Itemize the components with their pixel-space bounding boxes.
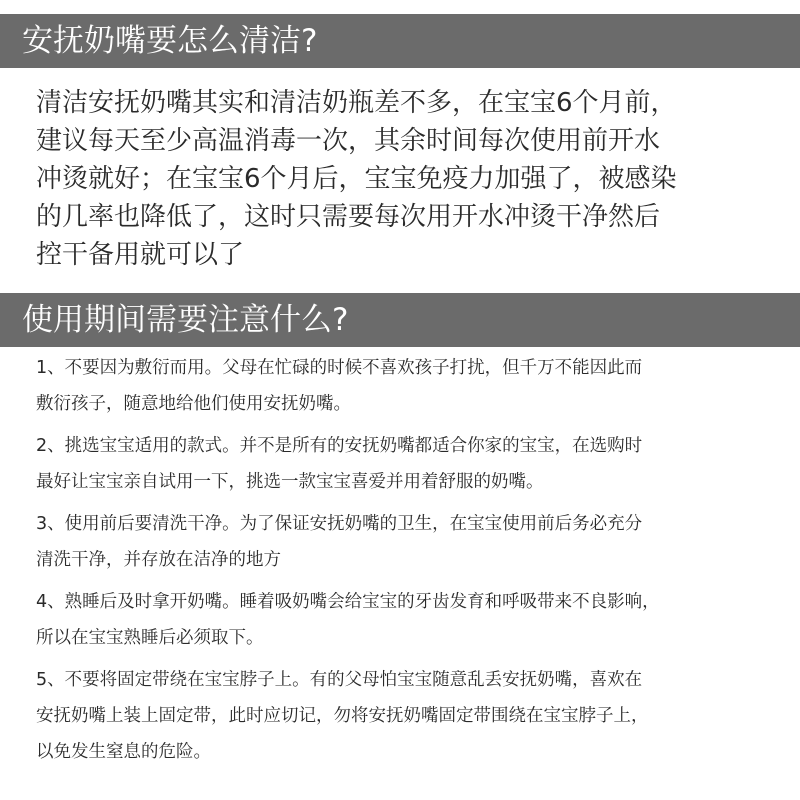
- list-item-line: 5、不要将固定带绕在宝宝脖子上。有的父母怕宝宝随意乱丢安抚奶嘴，喜欢在: [36, 670, 643, 690]
- list-item-line: 1、不要因为敷衍而用。父母在忙碌的时候不喜欢孩子打扰，但千万不能因此而: [36, 358, 643, 378]
- list-item: [36, 584, 776, 656]
- precautions-list: [36, 350, 776, 776]
- list-item: [36, 350, 776, 422]
- paragraph-line: 建议每天至少高温消毒一次，其余时间每次使用前开水: [36, 126, 661, 156]
- paragraph-line: 冲烫就好；在宝宝6个月后，宝宝免疫力加强了，被感染: [36, 164, 677, 194]
- list-item-line: 敷衍孩子，随意地给他们使用安抚奶嘴。: [36, 394, 351, 414]
- list-item-line: 以免发生窒息的危险。: [36, 742, 211, 762]
- paragraph-line: 的几率也降低了，这时只需要每次用开水冲烫干净然后: [36, 202, 661, 232]
- cleaning-paragraph: [36, 84, 776, 274]
- section-heading-cleaning: 安抚奶嘴要怎么清洁?: [0, 14, 800, 68]
- list-item: [36, 506, 776, 578]
- list-item: [36, 428, 776, 500]
- list-item-line: 4、熟睡后及时拿开奶嘴。睡着吸奶嘴会给宝宝的牙齿发育和呼吸带来不良影响，: [36, 592, 660, 612]
- list-item-line: 2、挑选宝宝适用的款式。并不是所有的安抚奶嘴都适合你家的宝宝，在选购时: [36, 436, 643, 456]
- paragraph-line: 清洁安抚奶嘴其实和清洁奶瓶差不多，在宝宝6个月前，: [36, 88, 677, 118]
- section-heading-precautions: 使用期间需要注意什么?: [0, 293, 800, 347]
- list-item-line: 安抚奶嘴上装上固定带，此时应切记，勿将安抚奶嘴固定带围绕在宝宝脖子上，: [36, 706, 649, 726]
- list-item-line: 最好让宝宝亲自试用一下，挑选一款宝宝喜爱并用着舒服的奶嘴。: [36, 472, 544, 492]
- list-item-line: 清洗干净，并存放在洁净的地方: [36, 550, 281, 570]
- list-item: [36, 662, 776, 770]
- paragraph-line: 控干备用就可以了: [36, 240, 245, 270]
- list-item-line: 3、使用前后要清洗干净。为了保证安抚奶嘴的卫生，在宝宝使用前后务必充分: [36, 514, 643, 534]
- list-item-line: 所以在宝宝熟睡后必须取下。: [36, 628, 264, 648]
